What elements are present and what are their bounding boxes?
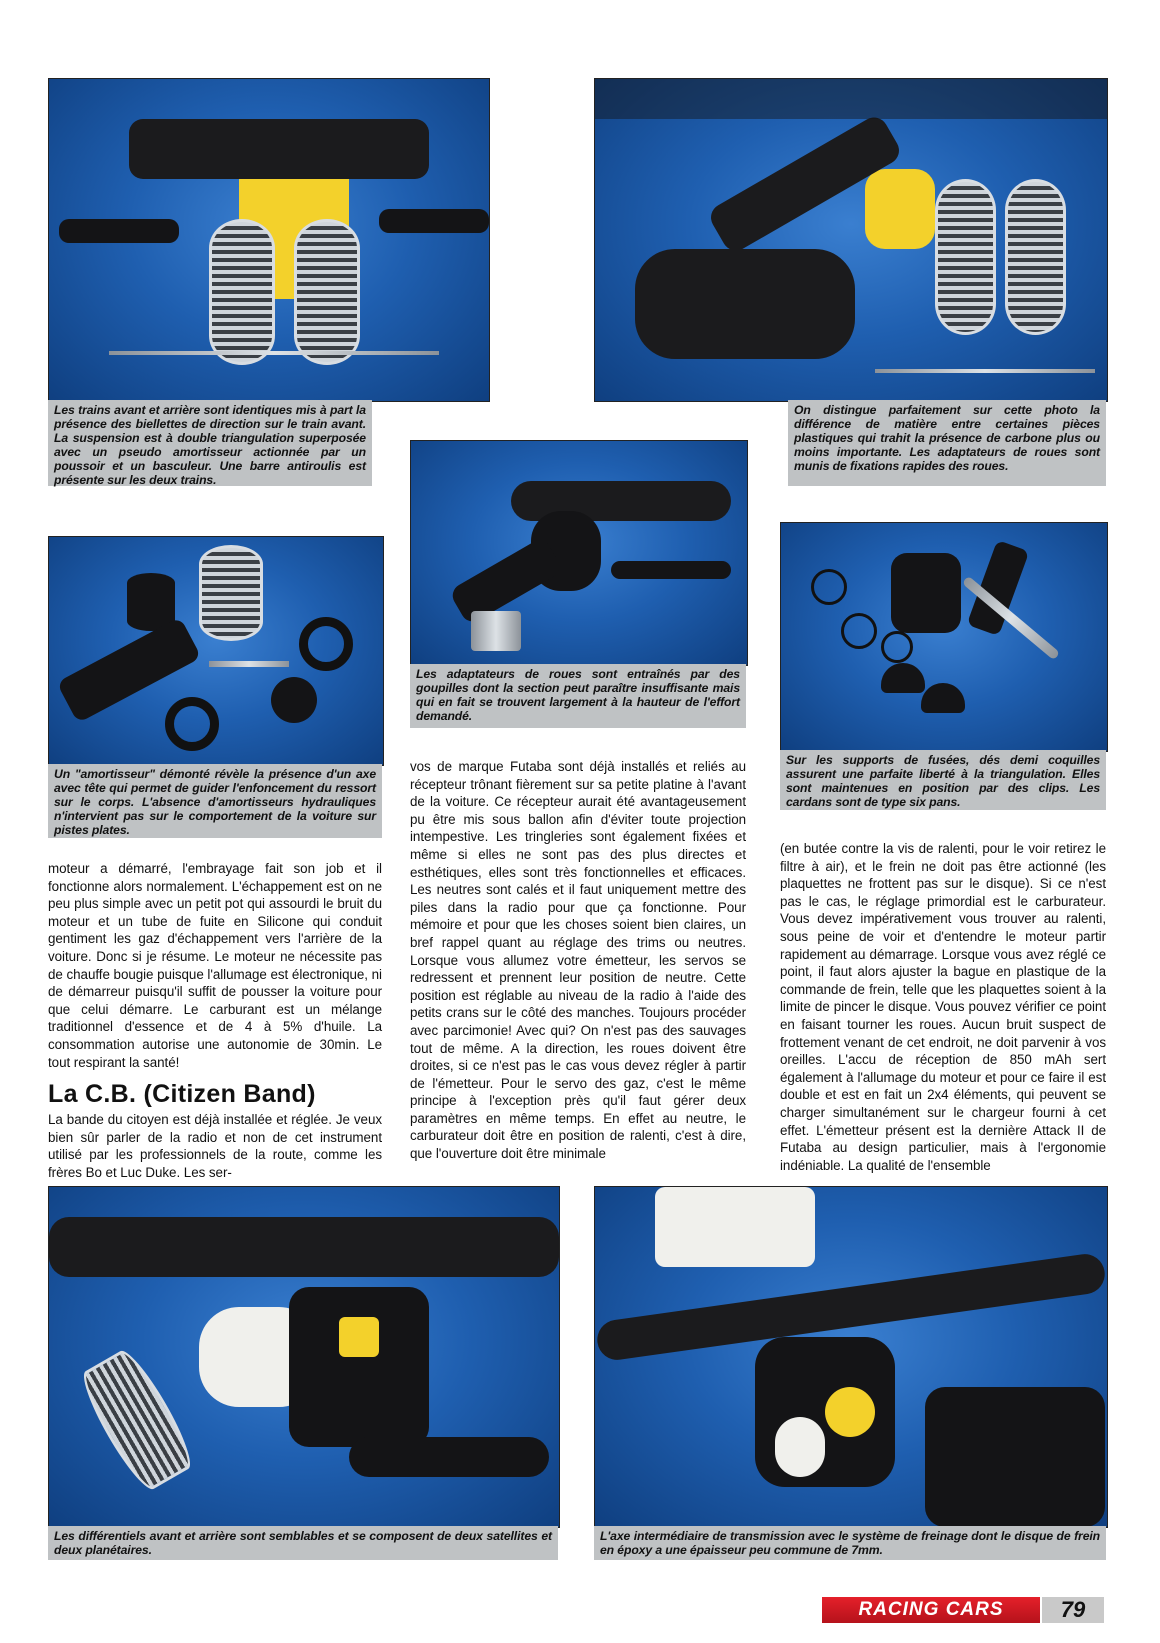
caption-half-shells: Sur les supports de fusées, dés demi coquilles assurent une parfaite liberté à la triangulation. Elles sont maintenues en position par des clips. Les cardans sont de type six pans. <box>780 750 1106 810</box>
caption-front-suspension: Les trains avant et arrière sont identiques mis à part la présence des biellettes de direction sur le train avant. La suspension est à double triangulation superposée avec un pseudo amortisseur actionnée par un poussoir et un basculeur. Une barre antiroulis est présente sur les deux trains. <box>48 400 372 486</box>
caption-wheel-adapters: On distingue parfaitement sur cette photo la différence de matière entre certaines pièces plastiques qui trahit la présence de carbone plus ou moins importante. Les adaptateurs de roues sont munis de fixations rapides des roues. <box>788 400 1106 486</box>
photo-half-shells <box>780 522 1108 752</box>
caption-differentials: Les différentiels avant et arrière sont semblables et se composent de deux satellites et deux planétaires. <box>48 1526 558 1560</box>
photo-wheel-adapters <box>594 78 1108 402</box>
page-number: 79 <box>1042 1597 1104 1623</box>
article-paragraph: moteur a démarré, l'embrayage fait son job et il fonctionne alors normalement. L'échappement est on ne peu plus simple avec un petit pot qui assourdi le bruit du moteur et un tube de fuite en Silicone qui conduit gentiment les gaz d'échappement vers l'arrière de la voiture. Donc si je résume. Le moteur ne nécessite pas de chauffe bougie puisque l'allumage est électronique, ni de démarreur puisqu'il suffit de pousser la voiture pour que celui démarre. Le carburant est un mélange traditionnel d'essence et de 4 à 5% d'huile. La consommation autorise une autonomie de 30min. Le tout respirant la santé! <box>48 861 382 1070</box>
photo-front-suspension <box>48 78 490 402</box>
photo-disassembled-shock <box>48 536 384 766</box>
magazine-logo: RACING CARS <box>822 1597 1040 1623</box>
photo-wheel-pins <box>410 440 748 666</box>
article-paragraph: (en butée contre la vis de ralenti, pour le voir retirez le filtre à air), et le frein ne doit pas être actionné (les plaquettes ne frottent pas sur le disque). Si ce n'est pas le cas, le réglage primordial est le carburateur. Vous devez impérativement vous trouver au ralenti, sous peine de voir et d'entendre le moteur partir rapidement au démarrage. Lorsque vous avez réglé ce point, il faut alors ajuster la bague en plastique de la commande de frein, telle que les plaquettes soient à la limite de pincer le disque. Vous pouvez vérifier ce point en faisant tourner les roues. Aucun bruit suspect de frottement venant de cet endroit, ne doit parvenir à vos oreilles. L'accu de réception de 850 mAh sert également à l'allumage du moteur et pour ce faire il est double et est en fait un 2x4 éléments, qui peuvent se charger simultanément sur le chargeur fourni à cet effet. L'émetteur présent est la dernière Attack II de Futaba au design particulier, mais à l'ergonomie indéniable. La qualité de l'ensemble <box>780 841 1106 1173</box>
section-heading: La C.B. (Citizen Band) <box>48 1080 316 1109</box>
article-column-2 <box>410 758 746 1163</box>
photo-differentials <box>48 1186 560 1528</box>
caption-transmission-axle: L'axe intermédiaire de transmission avec le système de freinage dont le disque de frein en époxy a une épaisseur peu commune de 7mm. <box>594 1526 1106 1560</box>
article-column-1 <box>48 860 382 1182</box>
article-paragraph: La bande du citoyen est déjà installée et réglée. Je veux bien sûr parler de la radio et non de cet instrument utilisé par les professionnels de la route, comme les frères Bo et Luc Duke. Les ser- <box>48 1112 382 1180</box>
caption-disassembled-shock: Un "amortisseur" démonté révèle la présence d'un axe avec tête qui permet de guider l'enfoncement du ressort sur le corps. L'absence d'amortisseurs hydrauliques n'intervient pas sur le comportement de la voiture sur pistes plates. <box>48 764 382 838</box>
photo-transmission-axle <box>594 1186 1108 1528</box>
caption-wheel-pins: Les adaptateurs de roues sont entraînés par des goupilles dont la section peut paraître insuffisante mais qui en fait se trouvent largement à la hauteur de l'effort demandé. <box>410 664 746 728</box>
article-paragraph: vos de marque Futaba sont déjà installés et reliés au récepteur trônant fièrement sur sa petite platine à l'avant de la voiture. Ce récepteur aurait été avantageusement pu être mis sous ballon afin d'éviter toute projection intempestive. Les tringleries sont également fixées et même si elles ne sont pas des plus directes et esthétiques, elles sont très fonctionnelles et efficaces. Les neutres sont calés et il faut uniquement mettre des piles dans la radio pour que ça fonctionne. Pour mémoire et pour que les choses soient bien claires, un bref rappel quant au réglage des trims ou neutres. Lorsque vous allumez votre émetteur, les servos se redressent et prennent leur position de neutre. Cette position est réglable au niveau de la radio à l'aide des petits crans sur le côté des manches. Toujours procéder avec parcimonie! Avec qui? On n'est pas des sauvages tout de même. A la direction, les roues doivent être droites, si ce n'est pas le cas vous devez régler à partir de l'émetteur. Pour le servo des gaz, c'est le même principe à l'exception près qu'il faut gérer deux paramètres en même temps. En effet au neutre, le carburateur doit être en position de ralenti, c'est à dire, que l'ouverture doit être minimale <box>410 759 746 1162</box>
article-column-3 <box>780 840 1106 1174</box>
